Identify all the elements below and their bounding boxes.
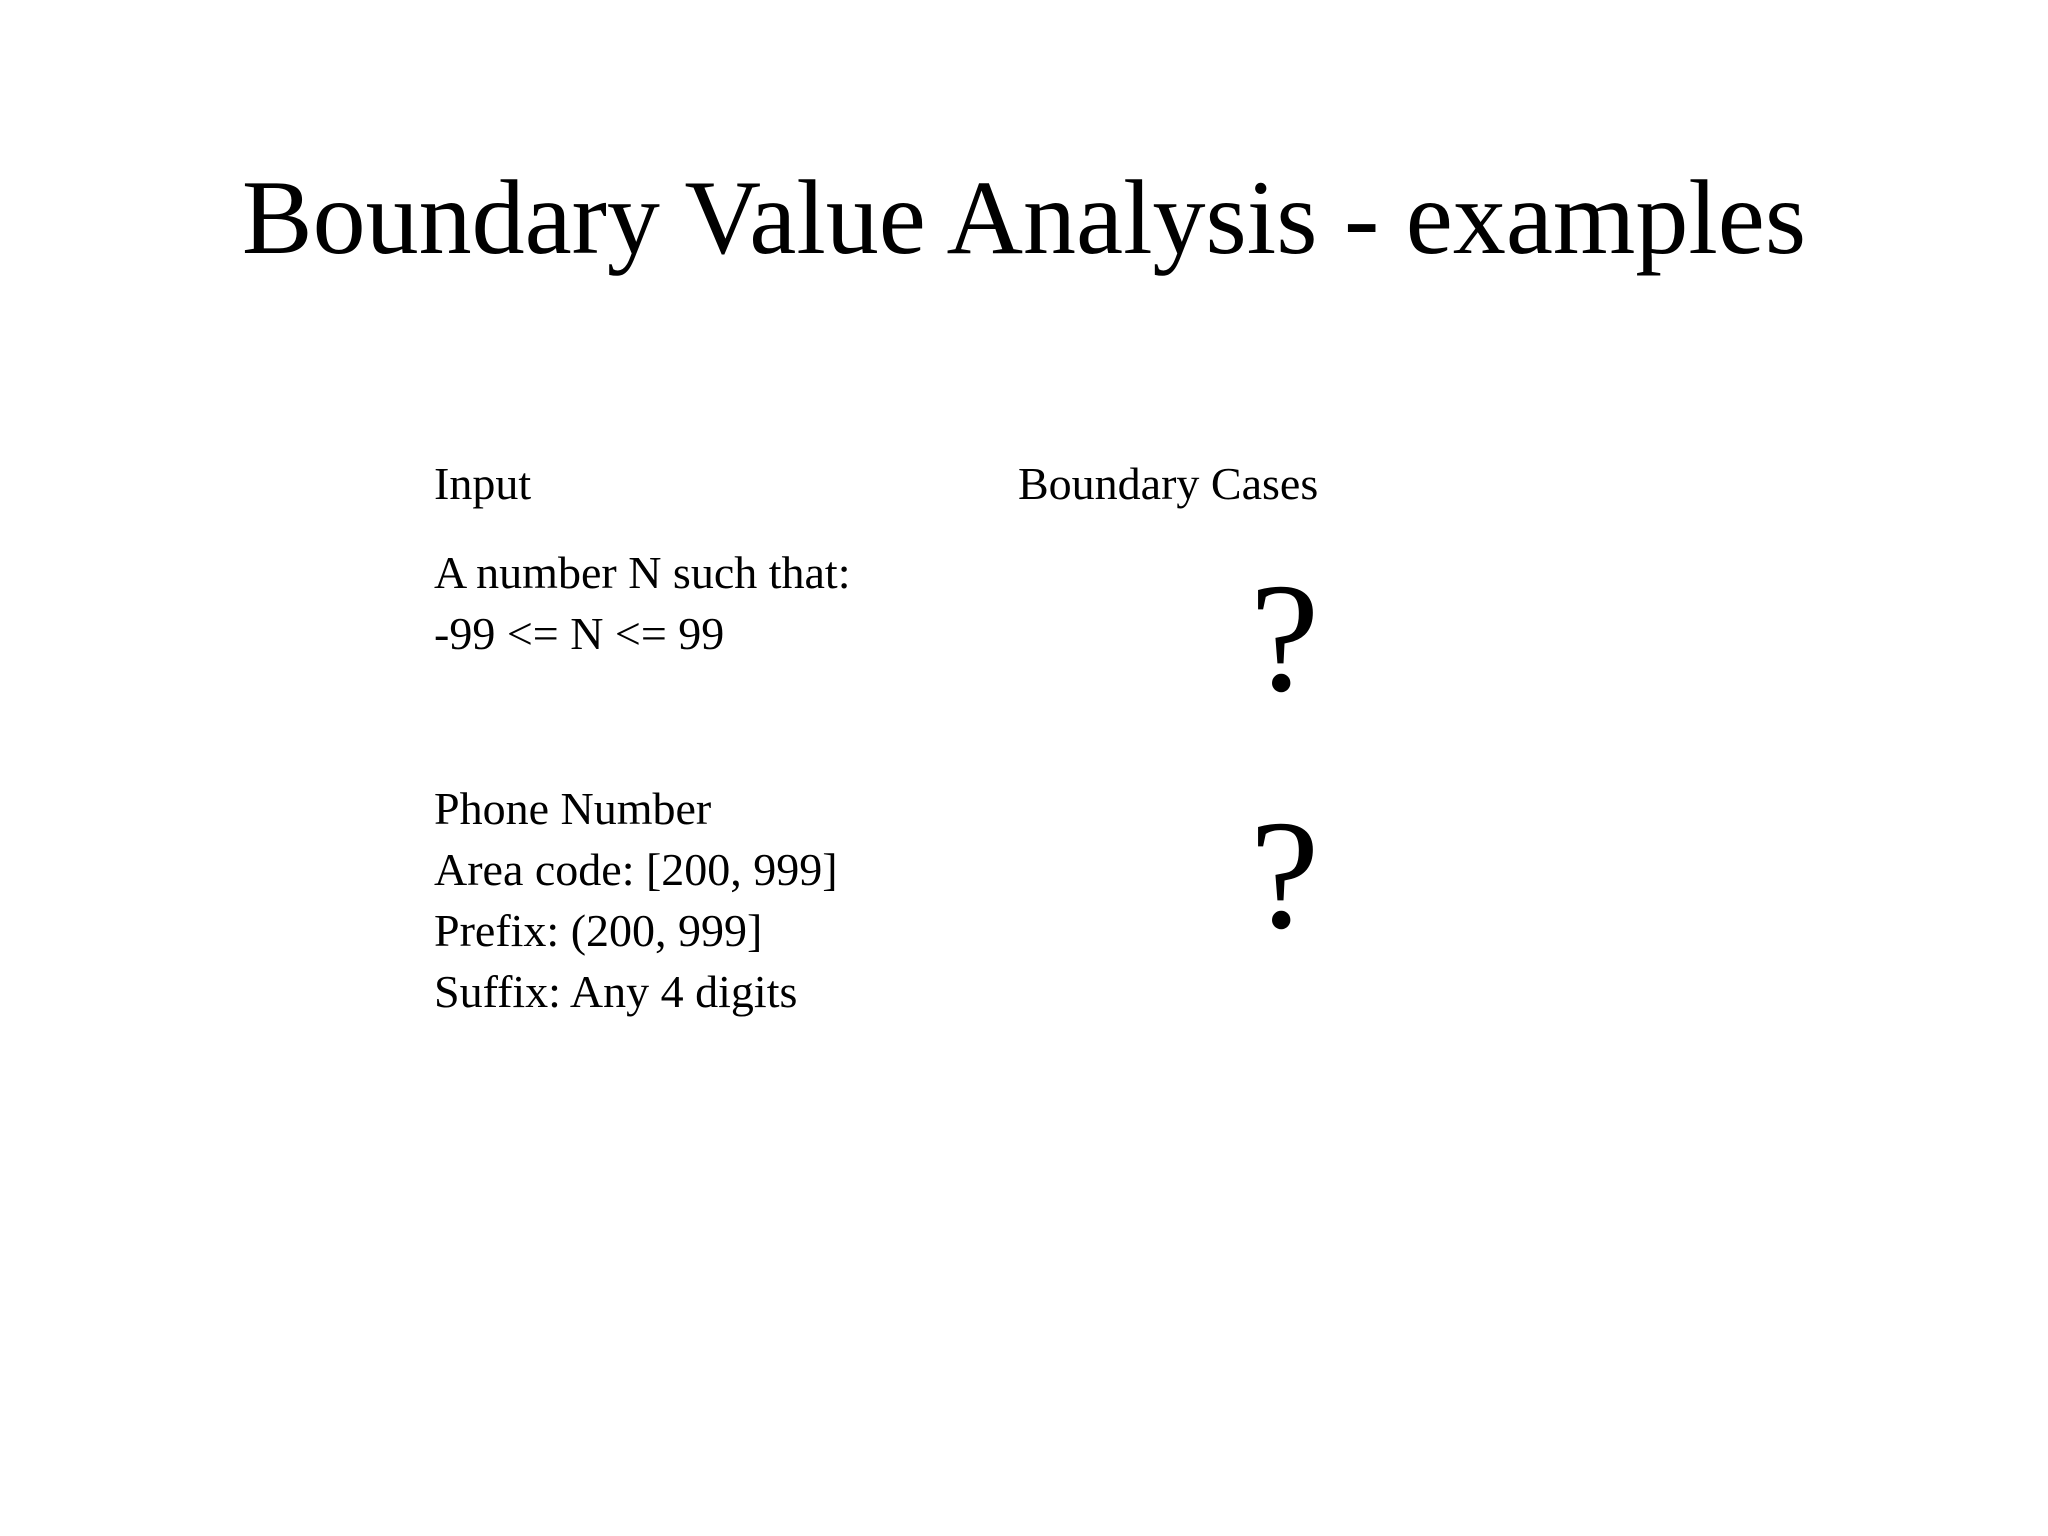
boundary-cases-question-mark: ? [1250, 551, 1320, 724]
example-line: A number N such that: [434, 547, 851, 598]
example-line: Suffix: Any 4 digits [434, 966, 798, 1017]
example-phone-number [434, 778, 838, 1022]
example-line: Prefix: (200, 999] [434, 905, 763, 956]
example-line: Phone Number [434, 783, 712, 834]
example-line: -99 <= N <= 99 [434, 608, 725, 659]
boundary-cases-question-mark: ? [1250, 788, 1320, 961]
slide-title: Boundary Value Analysis - examples [241, 159, 1807, 276]
boundary-cases-column-header: Boundary Cases [1018, 458, 1319, 509]
example-number-range [434, 542, 851, 664]
input-column-header: Input [434, 458, 532, 509]
example-line: Area code: [200, 999] [434, 844, 838, 895]
